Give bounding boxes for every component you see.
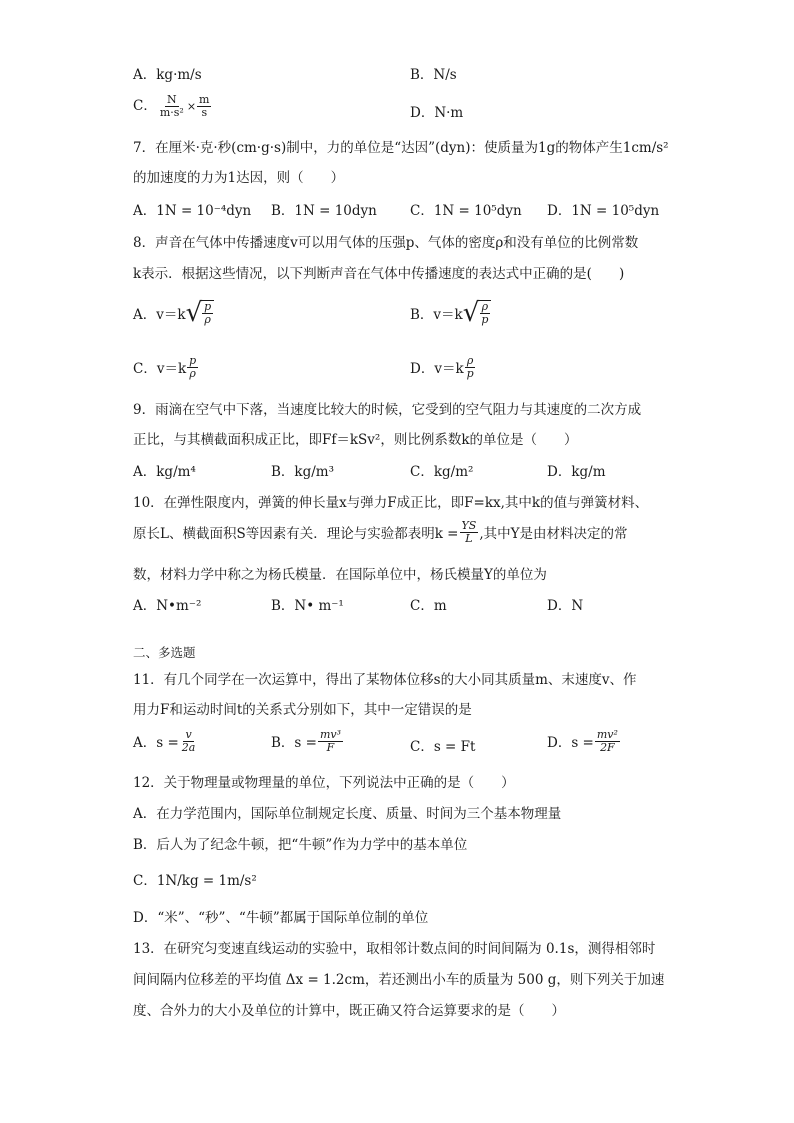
- q10-option-a: A．N•m⁻²: [133, 598, 202, 614]
- q9-option-c: C．kg/m²: [410, 464, 474, 480]
- q7-option-c: C．1N = 10⁵dyn: [410, 203, 522, 219]
- q11-option-a-label: A．s =: [133, 735, 179, 752]
- q11-stem-line-1: 11．有几个同学在一次运算中，得出了某物体位移s的大小同其质量m、末速度v、作: [133, 672, 637, 688]
- q11-b-numerator: mv³: [319, 728, 342, 741]
- q6-option-b: B．N/s: [410, 67, 457, 83]
- q10-fraction-numerator: YS: [461, 519, 477, 532]
- q6-c-denominator-2: s: [201, 106, 208, 119]
- q8-a-numerator: p: [204, 300, 212, 314]
- q9-stem-line-2: 正比，与其横截面积成正比，即Ff＝kSv²，则比例系数k的单位是（ ）: [133, 432, 578, 448]
- q12-option-d: D．“米”、“秒”、“牛顿”都属于国际单位制的单位: [133, 910, 429, 926]
- q6-option-c-label: C．: [133, 98, 157, 114]
- q8-option-a: [133, 300, 214, 326]
- q7-stem-line-2: 的加速度的力为1达因，则（ ）: [133, 170, 345, 186]
- q9-stem-line-1: 9．雨滴在空气中下落，当速度比较大的时候，它受到的空气阻力与其速度的二次方成: [133, 402, 642, 418]
- q8-option-d-label: D．v＝k: [410, 361, 464, 378]
- q12-option-a: A．在力学范围内，国际单位制规定长度、质量、时间为三个基本物理量: [133, 806, 562, 822]
- q8-c-denominator: ρ: [189, 366, 196, 380]
- q6-c-times: ×: [186, 100, 197, 113]
- q6-option-d: D．N·m: [410, 105, 464, 121]
- q10-stem-line-1: 10．在弹性限度内，弹簧的伸长量x与弹力F成正比，即F=kx,其中k的值与弹簧材料、: [133, 495, 649, 511]
- q9-option-b: B．kg/m³: [271, 464, 335, 480]
- q10-stem-line-2: [133, 520, 628, 544]
- q7-option-d: D．1N = 10⁵dyn: [547, 203, 660, 219]
- q13-stem-line-3: 度、合外力的大小及单位的计算中，既正确又符合运算要求的是（ ）: [133, 1003, 565, 1019]
- q8-b-sqrt: √ $\frac{\rho}{p}$: [463, 300, 492, 326]
- q8-a-sqrt: √ $\frac{p}{\rho}$: [186, 300, 215, 326]
- q11-a-numerator: v: [185, 728, 192, 741]
- q10-fraction-denominator: L: [465, 531, 473, 545]
- q8-b-denominator: p: [481, 313, 489, 326]
- q10-line2-part-b: ,其中Y是由材料决定的常: [479, 526, 628, 543]
- q6-c-numerator-2: m: [199, 93, 210, 107]
- q11-d-denominator: 2F: [600, 740, 615, 754]
- q11-option-a: [133, 729, 198, 753]
- q12-option-c: C．1N/kg = 1m/s²: [133, 873, 257, 889]
- q10-line2-part-a: 原长L、横截面积S等因素有关．理论与实验都表明k =: [133, 526, 459, 543]
- q12-stem: 12．关于物理量或物理量的单位，下列说法中正确的是（ ）: [133, 775, 515, 791]
- q10-option-d: D．N: [547, 598, 584, 614]
- q6-c-numerator: N: [167, 93, 177, 107]
- q6-option-a: A．kg·m/s: [133, 67, 202, 83]
- q8-option-c-label: C．v＝k: [133, 361, 187, 378]
- q13-stem-line-1: 13．在研究匀变速直线运动的实验中，取相邻计数点间的时间间隔为 0.1s，测得相邻时: [133, 941, 656, 957]
- q6-option-c: [133, 94, 212, 119]
- q8-b-numerator: ρ: [481, 300, 489, 314]
- q8-option-b: [410, 300, 491, 326]
- q8-option-d: [410, 355, 477, 379]
- q11-option-b-label: B．s =: [271, 735, 317, 752]
- q12-option-b: B．后人为了纪念牛顿，把“牛顿”作为力学中的基本单位: [133, 837, 468, 853]
- q8-a-denominator: ρ: [204, 313, 211, 326]
- q8-stem-line-2: k表示．根据这些情况，以下判断声音在气体中传播速度的表达式中正确的是( ): [133, 266, 625, 282]
- q11-d-numerator: mv²: [596, 728, 618, 741]
- q13-stem-line-2: 间间隔内位移差的平均值 Δx = 1.2cm，若还测出小车的质量为 500 g，则下列关于加速: [133, 972, 665, 988]
- q6-c-fraction-2: [197, 94, 211, 118]
- q7-option-b: B．1N = 10dyn: [271, 203, 377, 219]
- q6-c-denominator: m·s²: [159, 106, 184, 119]
- q11-option-d-label: D．s =: [547, 735, 594, 752]
- q10-option-b: B．N• m⁻¹: [271, 598, 344, 614]
- q9-option-a: A．kg/m⁴: [133, 464, 196, 480]
- q8-d-numerator: ρ: [466, 354, 474, 367]
- q8-option-c: [133, 355, 199, 379]
- q8-option-b-label: B．v＝k: [410, 307, 463, 323]
- q6-c-fraction-1: [158, 94, 186, 118]
- q11-a-denominator: 2a: [181, 740, 196, 754]
- q11-option-d: [547, 729, 621, 753]
- q9-option-d: D．kg/m: [547, 464, 606, 480]
- q8-stem-line-1: 8．声音在气体中传播速度v可以用气体的压强p、气体的密度ρ和没有单位的比例常数: [133, 235, 639, 251]
- q10-option-c: C．m: [410, 598, 447, 614]
- q7-stem-line-1: 7．在厘米·克·秒(cm·g·s)制中，力的单位是“达因”(dyn)：使质量为1g的物体产生1cm/s²: [133, 140, 669, 156]
- q11-b-denominator: F: [326, 740, 335, 754]
- q11-option-b: [271, 729, 344, 753]
- q7-option-a: A．1N = 10⁻⁴dyn: [133, 203, 252, 219]
- q11-stem-line-2: 用力F和运动时间t的关系式分别如下，其中一定错误的是: [133, 702, 472, 718]
- q8-option-a-label: A．v＝k: [133, 307, 186, 323]
- q10-stem-line-3: 数，材料力学中称之为杨氏模量．在国际单位中，杨氏模量Y的单位为: [133, 567, 547, 583]
- section-heading: 二、多选题: [133, 645, 196, 660]
- q8-c-numerator: p: [189, 354, 197, 367]
- q8-d-denominator: p: [466, 366, 474, 380]
- q11-option-c: C．s = Ft: [410, 739, 476, 755]
